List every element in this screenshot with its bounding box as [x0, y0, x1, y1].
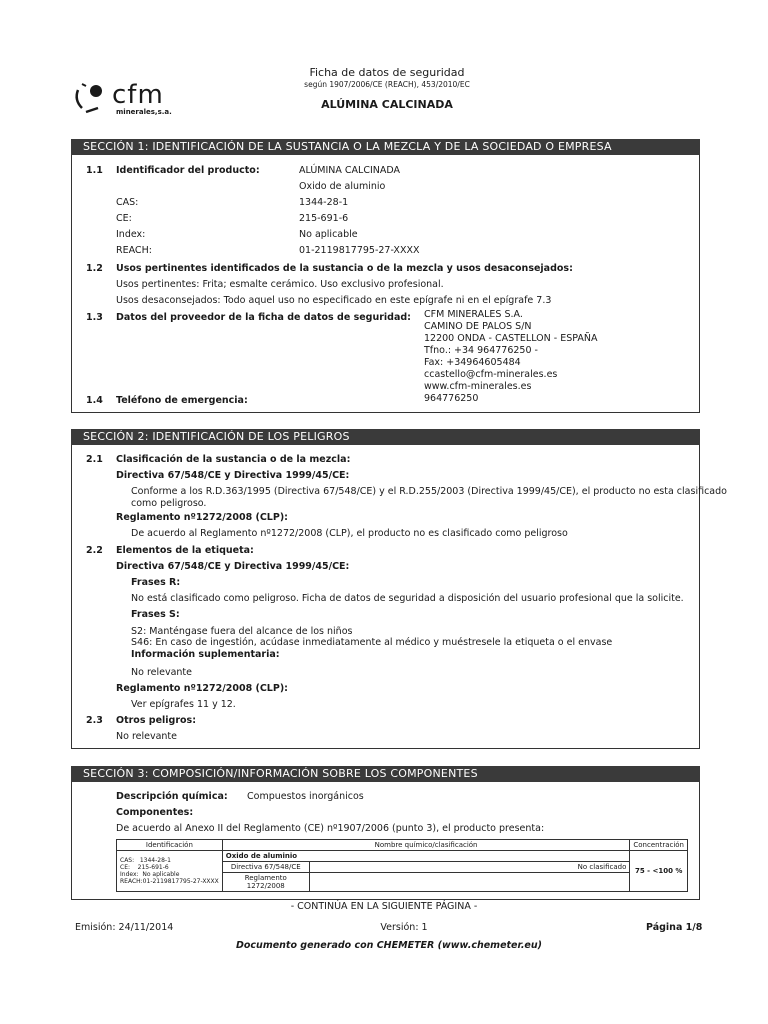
directive-label-cell: Directiva 67/548/CE	[222, 862, 309, 873]
id-reach: REACH:01-2119817795-27-XXXX	[120, 878, 219, 885]
s2-1-number: 2.1	[86, 454, 103, 465]
clp-text: De acuerdo al Reglamento nº1272/2008 (CLP), el producto no es clasificado como peligroso	[131, 528, 568, 539]
supplementary-info-text: No relevante	[131, 667, 192, 678]
section-1-title: SECCIÓN 1: IDENTIFICACIÓN DE LA SUSTANCIA O LA MEZCLA Y DE LA SOCIEDAD O EMPRESA	[71, 139, 700, 155]
reach-value: 01-2119817795-27-XXXX	[299, 245, 420, 256]
chemical-description-label: Descripción química:	[116, 791, 228, 802]
s2-1-heading: Clasificación de la sustancia o de la mezcla:	[116, 454, 351, 465]
emergency-phone: 964776250	[424, 393, 479, 404]
directive-heading-2: Directiva 67/548/CE y Directiva 1999/45/CE:	[116, 561, 350, 572]
s1-2-heading: Usos pertinentes identificados de la sustancia o de la mezcla y usos desaconsejados:	[116, 263, 573, 274]
uses-discouraged: Usos desaconsejados: Todo aquel uso no especificado en este epígrafe ni en el epígrafe 7.3	[116, 295, 552, 306]
r-phrases-text: No está clasificado como peligroso. Ficha de datos de seguridad a disposición del usuario profesional que la solicite.	[131, 593, 684, 604]
product-name: ALÚMINA CALCINADA	[321, 98, 453, 111]
version: Versión: 1	[380, 922, 428, 933]
s2-2-number: 2.2	[86, 545, 103, 556]
s1-2-number: 1.2	[86, 263, 103, 274]
regulation-value-cell	[309, 873, 630, 892]
supplier-email: ccastello@cfm-minerales.es	[424, 369, 558, 380]
components-text: De acuerdo al Anexo II del Reglamento (CE) nº1907/2006 (punto 3), el producto presenta:	[116, 823, 545, 834]
header-chemical-name: Nombre químico/clasificación	[222, 840, 630, 851]
regulation-subtitle: según 1907/2006/CE (REACH), 453/2010/EC	[304, 80, 470, 89]
directive-heading: Directiva 67/548/CE y Directiva 1999/45/CE:	[116, 470, 350, 481]
ce-value: 215-691-6	[299, 213, 349, 224]
id-index: Index: No aplicable	[120, 871, 180, 878]
s2-3-number: 2.3	[86, 715, 103, 726]
supplier-line: Fax: +34964605484	[424, 357, 521, 368]
section-2-title: SECCIÓN 2: IDENTIFICACIÓN DE LOS PELIGROS	[71, 429, 700, 445]
see-sections-text: Ver epígrafes 11 y 12.	[131, 699, 236, 710]
other-hazards-text: No relevante	[116, 731, 177, 742]
s1-3-number: 1.3	[86, 312, 103, 323]
cas-value: 1344-28-1	[299, 197, 349, 208]
s2-2-heading: Elementos de la etiqueta:	[116, 545, 254, 556]
id-ce: CE: 215-691-6	[120, 864, 169, 871]
s1-3-heading: Datos del proveedor de la ficha de datos de seguridad:	[116, 312, 411, 323]
index-value: No aplicable	[299, 229, 358, 240]
supplier-line: CAMINO DE PALOS S/N	[424, 321, 532, 332]
supplier-line: CFM MINERALES S.A.	[424, 309, 523, 320]
s2-3-heading: Otros peligros:	[116, 715, 197, 726]
table-row	[117, 851, 688, 862]
r-phrases-heading: Frases R:	[131, 577, 181, 588]
continues-next-page: - CONTINÚA EN LA SIGUIENTE PÁGINA -	[290, 901, 478, 912]
section-1-frame	[71, 139, 700, 413]
component-name: Oxido de aluminio	[222, 851, 630, 862]
issue-date: Emisión: 24/11/2014	[75, 922, 174, 933]
ce-label: CE:	[116, 213, 132, 224]
directive-value-cell: No clasificado	[309, 862, 630, 873]
chemical-description-value: Compuestos inorgánicos	[247, 791, 364, 802]
section-3-title: SECCIÓN 3: COMPOSICIÓN/INFORMACIÓN SOBRE LOS COMPONENTES	[71, 766, 700, 782]
s2-phrase: S2: Manténgase fuera del alcance de los niños	[131, 626, 353, 637]
reach-label: REACH:	[116, 245, 152, 256]
components-heading: Componentes:	[116, 807, 194, 818]
supplier-line: Tfno.: +34 964776250 -	[424, 345, 538, 356]
header-identification: Identificación	[117, 840, 223, 851]
s1-4-number: 1.4	[86, 395, 103, 406]
id-cas: CAS: 1344-28-1	[120, 857, 171, 864]
table-header-row	[117, 840, 688, 851]
uses-relevant: Usos pertinentes: Frita; esmalte cerámico. Uso exclusivo profesional.	[116, 279, 444, 290]
s1-1-heading: Identificador del producto:	[116, 165, 260, 176]
page-number: Página 1/8	[646, 922, 703, 933]
supplementary-info-heading: Información suplementaria:	[131, 649, 280, 660]
regulation-heading: Reglamento nº1272/2008 (CLP):	[116, 512, 288, 523]
s-phrases-heading: Frases S:	[131, 609, 180, 620]
supplier-website: www.cfm-minerales.es	[424, 381, 532, 392]
concentration-value: 75 - <100 %	[630, 851, 688, 892]
s1-4-heading: Teléfono de emergencia:	[116, 395, 248, 406]
logo-text: cfm	[112, 80, 164, 110]
index-label: Index:	[116, 229, 146, 240]
identification-cell	[117, 851, 223, 892]
doc-title: Ficha de datos de seguridad	[309, 66, 465, 79]
s46-phrase: S46: En caso de ingestión, acúdase inmediatamente al médico y muéstresele la etiqueta o el envase	[131, 637, 613, 648]
product-chemical-name: Oxido de aluminio	[299, 181, 386, 192]
regulation-heading-2: Reglamento nº1272/2008 (CLP):	[116, 683, 288, 694]
product-identifier: ALÚMINA CALCINADA	[299, 165, 401, 176]
generated-by: Documento generado con CHEMETER (www.chemeter.eu)	[236, 940, 542, 951]
cas-label: CAS:	[116, 197, 139, 208]
logo-subtext: minerales,s.a.	[116, 108, 172, 116]
header-concentration: Concentración	[630, 840, 688, 851]
classification-text: Conforme a los R.D.363/1995 (Directiva 67/548/CE) y el R.D.255/2003 (Directiva 1999/45/CE), el producto no esta clasificado	[131, 486, 727, 497]
supplier-line: 12200 ONDA - CASTELLON - ESPAÑA	[424, 333, 598, 344]
classification-text-cont: como peligroso.	[131, 498, 207, 509]
s1-1-number: 1.1	[86, 165, 103, 176]
components-table	[116, 839, 688, 892]
regulation-label-cell: Reglamento 1272/2008	[222, 873, 309, 892]
